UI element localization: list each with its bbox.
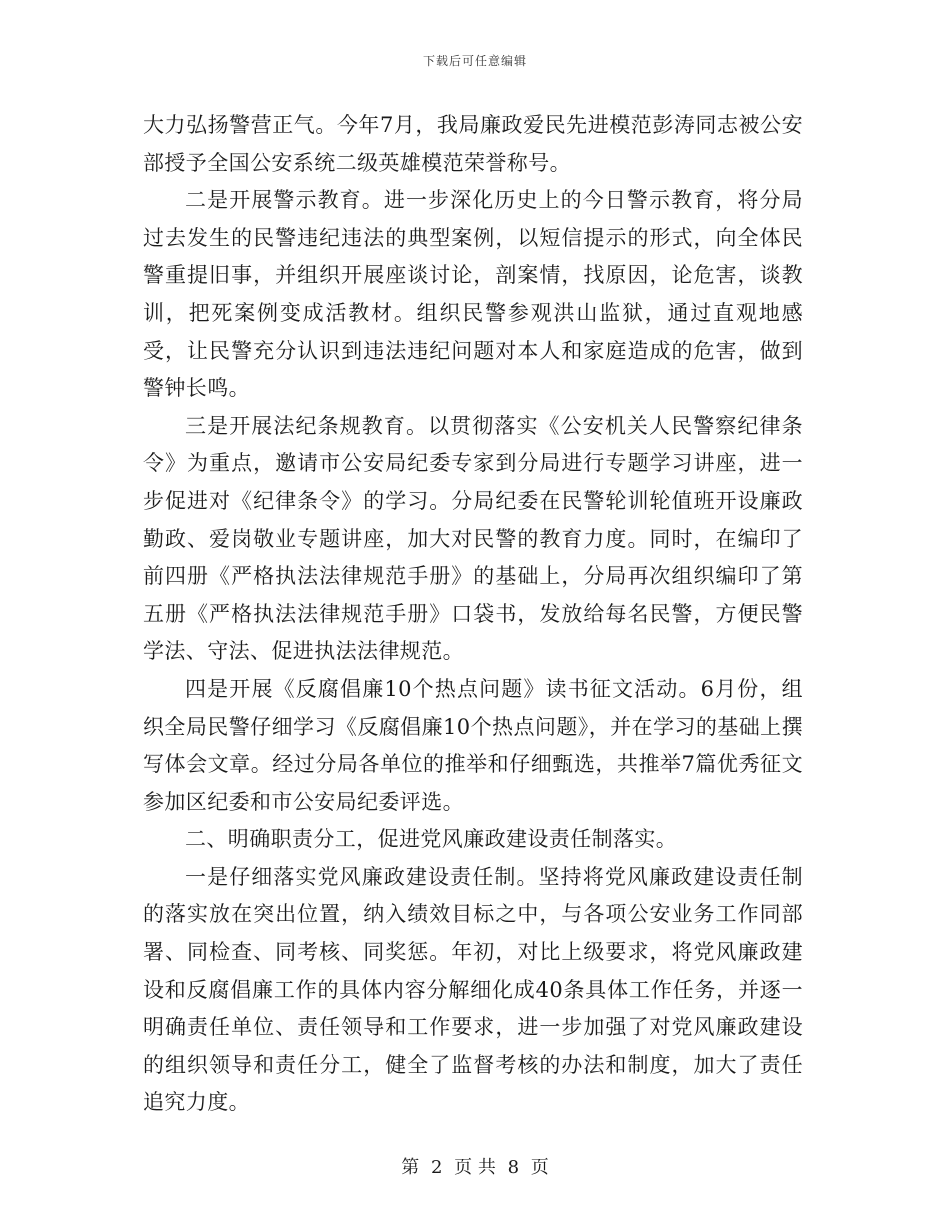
section-heading: 二、明确职责分工，促进党风廉政建设责任制落实。 xyxy=(185,827,678,852)
paragraph-2: 二是开展警示教育。进一步深化历史上的今日警示教育，将分局过去发生的民警违纪违法的典型案例，以短信提示的形式，向全体民警重提旧事，并组织开展座谈讨论，剖案情，找原因，论危害，谈教训，把死案例变成活教材。组织民警参观洪山监狱，通过直观地感受，让民警充分认识到违法违纪问题对本人和家庭造成的危害，做到警钟长鸣。 xyxy=(143,188,803,401)
paragraph-3: 三是开展法纪条规教育。以贯彻落实《公安机关人民警察纪律条令》为重点，邀请市公安局纪委专家到分局进行专题学习讲座，进一步促进对《纪律条令》的学习。分局纪委在民警轮训轮值班开设廉政勤政、爱岗敬业专题讲座，加大对民警的教育力度。同时，在编印了前四册《严格执法法律规范手册》的基础上，分局再次组织编印了第五册《严格执法法律规范手册》口袋书，发放给每名民警，方便民警学法、守法、促进执法法律规范。 xyxy=(143,413,803,664)
paragraph-1: 大力弘扬警营正气。今年7月，我局廉政爱民先进模范彭涛同志被公安部授予全国公安系统二级英雄模范荣誉称号。 xyxy=(143,113,803,175)
header-note: 下载后可任意编辑 xyxy=(422,54,527,68)
page-footer xyxy=(0,1153,950,1179)
footer-prefix: 第 xyxy=(401,1157,420,1178)
paragraph-4: 四是开展《反腐倡廉10个热点问题》读书征文活动。6月份，组织全局民警仔细学习《反腐倡廉10个热点问题》，并在学习的基础上撰写体会文章。经过分局各单位的推举和仔细甄选，共推举7篇优秀征文参加区纪委和市公安局纪委评选。 xyxy=(143,676,803,814)
page-header xyxy=(0,52,950,69)
footer-middle: 页 共 xyxy=(454,1157,496,1178)
paragraph-5: 一是仔细落实党风廉政建设责任制。坚持将党风廉政建设责任制的落实放在突出位置，纳入绩效目标之中，与各项公安业务工作同部署、同检查、同考核、同奖惩。年初，对比上级要求，将党风廉政建设和反腐倡廉工作的具体内容分解细化成40条具体工作任务，并逐一明确责任单位、责任领导和工作要求，进一步加强了对党风廉政建设的组织领导和责任分工，健全了监督考核的办法和制度，加大了责任追究力度。 xyxy=(143,864,803,1115)
footer-total-pages: 8 xyxy=(507,1157,520,1178)
document-body xyxy=(143,107,803,1122)
footer-suffix: 页 xyxy=(530,1157,549,1178)
footer-page-number: 2 xyxy=(430,1157,443,1178)
